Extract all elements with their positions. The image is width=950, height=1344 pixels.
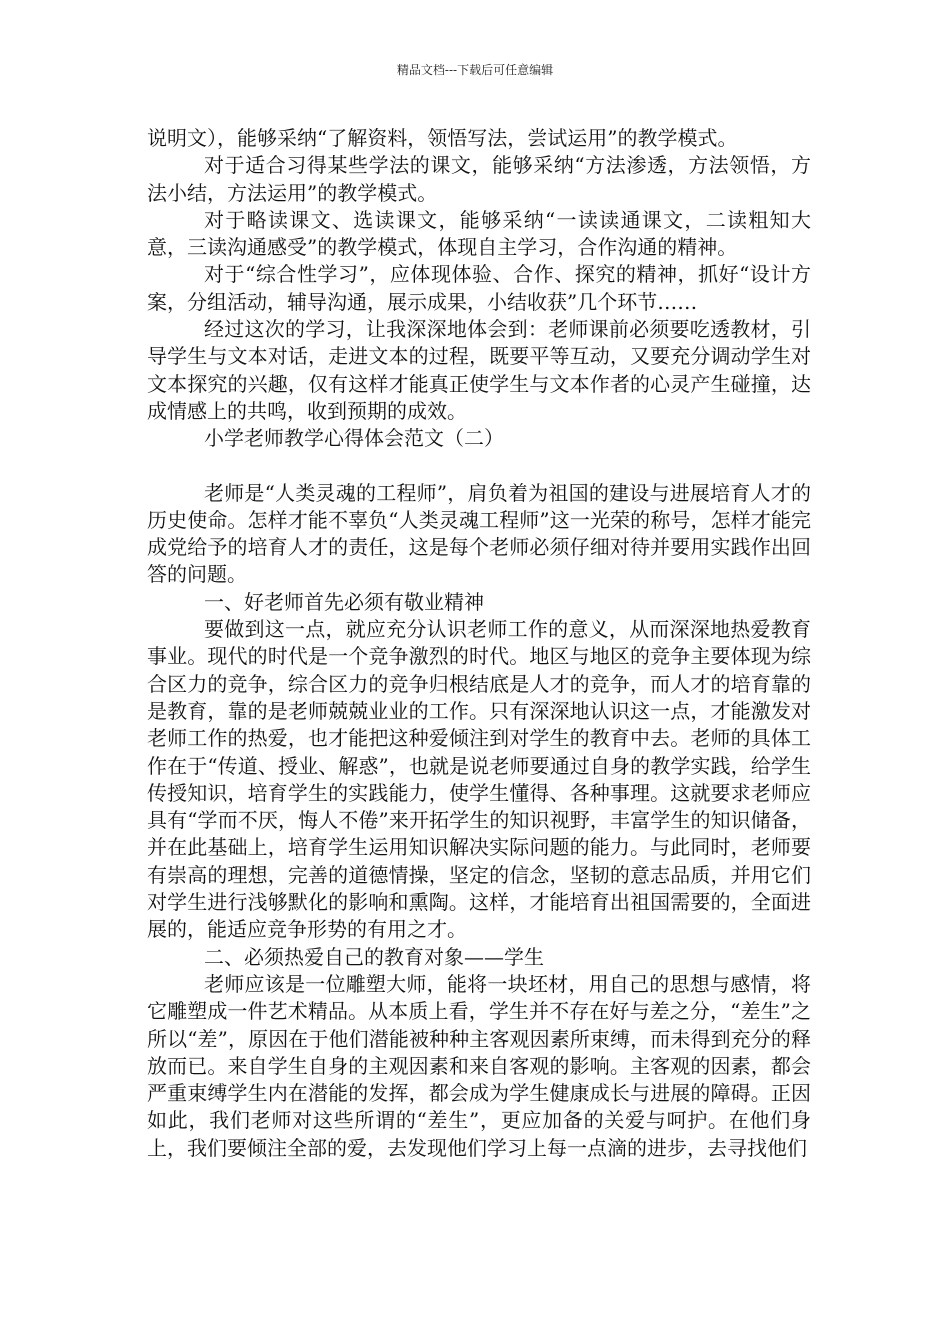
paragraph-skim-reading-mode: 对于略读课文、选读课文，能够采纳“一读读通课文，二读粗知大意，三读沟通感受”的教学模式，体现自主学习，合作沟通的精神。: [147, 207, 811, 260]
page-header: 精品文档---下载后可任意编辑: [396, 63, 554, 77]
heading-dedication: 一、好老师首先必须有敬业精神: [204, 589, 484, 614]
document-body: [147, 125, 811, 1162]
heading-love-students: 二、必须热爱自己的教育对象——学生: [204, 944, 544, 969]
paragraph-reflection: 经过这次的学习，让我深深地体会到：老师课前必须要吃透教材，引导学生与文本对话，走进文本的过程，既要平等互动，又要充分调动学生对文本探究的兴趣，仅有这样才能真正使学生与文本作者的心灵产生碰撞，达成情感上的共鸣，收到预期的成效。: [147, 317, 811, 423]
blank-line: [147, 453, 811, 480]
paragraph-method-mode: 对于适合习得某些学法的课文，能够采纳“方法渗透，方法领悟，方法小结，方法运用”的教学模式。: [147, 153, 811, 205]
paragraph-love-students: 老师应该是一位雕塑大师，能将一块坯材，用自己的思想与感情，将它雕塑成一件艺术精品。从本质上看，学生并不存在好与差之分，“差生”之所以“差”，原因在于他们潜能被种种主客观因素所束缚，而未得到充分的释放而已。来自学生自身的主观因素和来自客观的影响。主客观的因素，都会严重束缚学生内在潜能的发挥，都会成为学生健康成长与进展的障碍。正因如此，我们老师对这些所谓的“差生”，更应加备的关爱与呵护。在他们身上，我们要倾注全部的爱，去发现他们学习上每一点滴的进步，去寻找他们: [147, 971, 811, 1160]
paragraph-dedication: 要做到这一点，就应充分认识老师工作的意义，从而深深地热爱教育事业。现代的时代是一个竞争激烈的时代。地区与地区的竞争主要体现为综合区力的竞争，综合区力的竞争归根结底是人才的竞争，而人才的培育靠的是教育，靠的是老师兢兢业业的工作。只有深深地认识这一点，才能激发对老师工作的热爱，也才能把这种爱倾注到对学生的教育中去。老师的具体工作在于“传道、授业、解惑”，也就是说老师要通过自身的教学实践，给学生传授知识，培育学生的实践能力，使学生懂得、各种事理。这就要求老师应具有“学而不厌，悔人不倦”来开拓学生的知识视野，丰富学生的知识储备，并在此基础上，培育学生运用知识解决实际问题的能力。与此同时，老师要有崇高的理想，完善的道德情操，坚定的信念，坚韧的意志品质，并用它们对学生进行浅够默化的影响和熏陶。这样，才能培育出祖国需要的，全面进展的，能适应竞争形势的有用之才。: [147, 617, 811, 942]
paragraph-intro-continuation: 说明文），能够采纳“了解资料，领悟写法，尝试运用”的教学模式。: [147, 126, 738, 150]
paragraph-comprehensive-learning: 对于“综合性学习”，应体现体验、合作、探究的精神，抓好“设计方案，分组活动，辅导沟通，展示成果，小结收获”几个环节……: [147, 262, 811, 314]
section-title: 小学老师教学心得体会范文（二）: [204, 426, 504, 451]
paragraph-teacher-role: 老师是“人类灵魂的工程师”，肩负着为祖国的建设与进展培育人才的历史使命。怎样才能不辜负“人类灵魂工程师”这一光荣的称号，怎样才能完成党给予的培育人才的责任，这是每个老师必须仔细对待并要用实践作出回答的问题。: [147, 480, 811, 587]
